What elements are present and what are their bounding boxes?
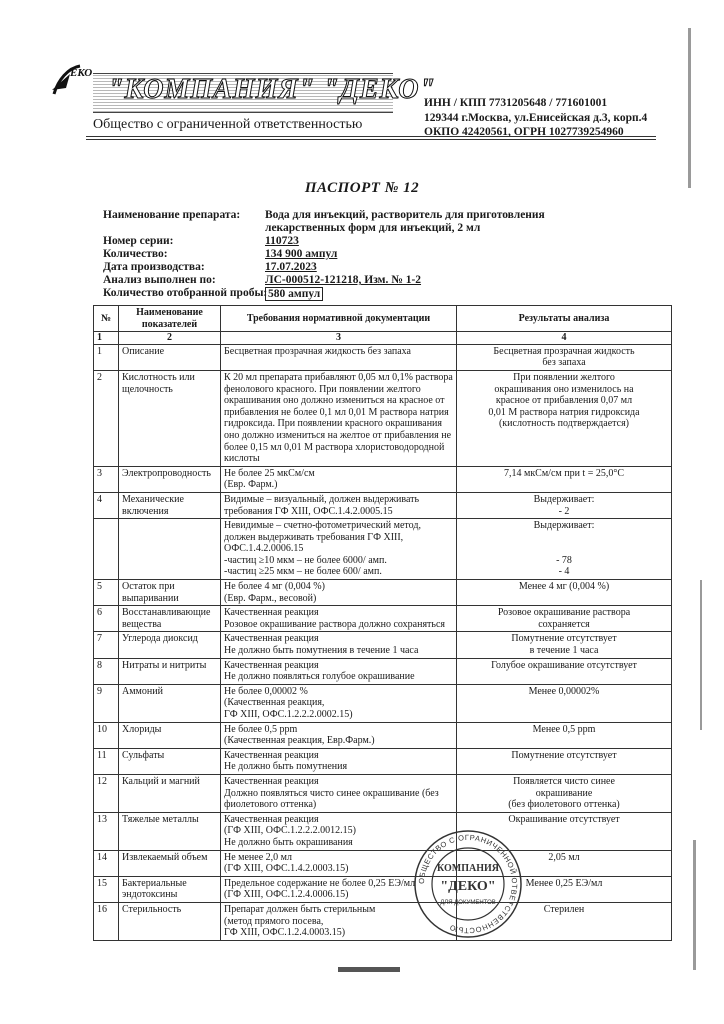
cell-requirement-text [221,344,457,370]
field-value-quantity: 134 900 ампул [265,248,338,260]
col-number: 3 [221,332,457,345]
cell-row-number [94,850,119,876]
col-header-requirements: Требования нормативной документации [221,306,457,332]
cell-requirement-text [221,580,457,606]
cell-row-number [94,812,119,850]
analysis-table [93,305,672,941]
cell-result-text [457,722,672,748]
table-row [94,774,672,812]
stamp-ring-text: ОБЩЕСТВО С ОГРАНИЧЕННОЙ ОТВЕТСТВЕННОСТЬЮ [416,832,520,936]
requirement-text: Не более 25 мкСм/см (Евр. Фарм.) [224,467,315,491]
result-text: Помутнение отсутствует в течение 1 часа [511,633,617,657]
table-row [94,658,672,684]
cell-requirement-text [221,519,457,580]
cell-row-number [94,580,119,606]
col-number: 1 [94,332,119,345]
cell-indicator-name [119,812,221,850]
requisites-address: 129344 г.Москва, ул.Енисейская д.3, корп.4 [424,112,648,124]
requirement-text: Невидимые – счетно-фотометрический метод, должен выдерживать требования ГФ XIII, ОФС.1.4.2.0006.15 -частиц ≥10 мкм – не более 6000/ амп. -частиц ≥25 мкм – не более 600/ амп. [224,520,421,578]
requirement-text: Препарат должен быть стерильным (метод прямого посева, ГФ XIII, ОФС.1.2.4.0003.15) [224,903,376,939]
result-text: Розовое окрашивание раствора сохраняется [497,607,631,630]
table-row [94,902,672,940]
row-number: 6 [97,607,102,619]
requirement-text: Бесцветная прозрачная жидкость без запаха [224,345,411,357]
requirement-text: Качественная реакция (ГФ XIII, ОФС.1.2.2.2.0012.15) Не должно быть окрашивания [224,813,356,848]
requirement-text: Не менее 2,0 мл (ГФ XIII, ОФС.1.4.2.0003.15) [224,851,349,875]
field-label-quantity: Количество: [103,248,168,260]
row-number: 5 [97,581,102,593]
table-row [94,519,672,580]
indicator-name: Углерода диоксид [122,633,198,645]
cell-result-text [457,492,672,518]
indicator-name: Электропроводность [122,467,211,479]
table-row [94,876,672,902]
col-header-number: № [94,306,119,332]
requirement-text: К 20 мл препарата прибавляют 0,05 мл 0,1% раствора фенолового красного. При появлении желтого окрашивания оно должно измениться на красное от прибавления не более 0,1 мл 0,01 М раствора натрия гидроксида. При появлении красного окрашивания оно должно измениться на желтое от прибавления не более 0,15 мл 0,01 М раствора хлористоводородной кислоты [224,371,456,465]
row-number: 8 [97,659,102,671]
cell-row-number [94,632,119,658]
col-header-name: Наименование показателей [119,306,221,332]
cell-result-text [457,774,672,812]
indicator-name: Описание [122,345,165,357]
result-text: Стерилен [543,903,585,915]
field-value-product: Вода для инъекций, растворитель для приготовления лекарственных форм для инъекций, 2 мл [265,209,545,234]
row-number: 1 [97,345,102,357]
indicator-name: Механические включения [122,493,184,517]
result-text: Менее 4 мг (0,004 %) [518,581,610,593]
cell-requirement-text [221,370,457,466]
cell-requirement-text [221,684,457,722]
col-number: 2 [119,332,221,345]
row-number: 13 [97,813,107,825]
cell-row-number [94,748,119,774]
cell-row-number [94,902,119,940]
table-row [94,632,672,658]
cell-row-number [94,876,119,902]
cell-result-text [457,344,672,370]
indicator-name: Аммоний [122,685,163,697]
company-stamp [412,828,524,940]
stamp-center-main: "ДЕКО" [440,879,496,894]
row-number: 14 [97,851,107,863]
scan-edge-line [700,580,702,730]
cell-row-number [94,344,119,370]
table-column-numbers-row [94,332,672,345]
cell-row-number [94,466,119,492]
stamp-center-bottom: ДЛЯ ДОКУМЕНТОВ [440,900,496,906]
table-row [94,606,672,632]
row-number: 4 [97,493,102,505]
scan-mark [338,967,400,972]
requirement-text: Качественная реакция Не должно появляться голубое окрашивание [224,659,415,683]
indicator-name: Кальций и магний [122,775,200,787]
row-number: 12 [97,775,107,787]
indicator-name: Кислотность или щелочность [122,371,195,395]
cell-row-number [94,519,119,580]
cell-row-number [94,492,119,518]
indicator-name: Остаток при выпаривании [122,581,179,604]
requirement-text: Качественная реакция Розовое окрашивание раствора должно сохраняться [224,607,446,630]
row-number: 7 [97,633,102,645]
cell-indicator-name [119,902,221,940]
indicator-name: Стерильность [122,903,182,915]
table-row [94,466,672,492]
table-row [94,850,672,876]
cell-requirement-text [221,748,457,774]
result-text: Менее 0,25 ЕЭ/мл [525,877,603,889]
cell-indicator-name [119,684,221,722]
indicator-name: Восстанавливающие вещества [122,607,211,630]
table-row [94,722,672,748]
field-label-product: Наименование препарата: [103,209,241,221]
field-label-date: Дата производства: [103,261,205,273]
cell-result-text [457,466,672,492]
field-label-sample: Количество отобранной пробы: [103,287,268,299]
cell-indicator-name [119,774,221,812]
scan-edge-line [693,840,696,970]
requirement-text: Качественная реакция Не должно быть помутнения в течение 1 часа [224,633,419,657]
cell-row-number [94,606,119,632]
cell-result-text [457,748,672,774]
result-text: Менее 0,5 ppm [532,723,596,735]
field-label-batch: Номер серии: [103,235,174,247]
result-text: При появлении желтого окрашивания оно изменилось на красное от прибавления 0,07 мл 0,01 М раствора натрия гидроксида (кислотность подтверждается) [488,371,640,430]
cell-result-text [457,519,672,580]
stamp-center-top: КОМПАНИЯ [437,863,499,874]
table-row [94,748,672,774]
cell-result-text [457,658,672,684]
indicator-name: Бактериальные эндотоксины [122,877,187,901]
header-divider [86,139,656,140]
result-text: Выдерживает: - 2 [533,493,595,517]
table-row [94,684,672,722]
table-row [94,370,672,466]
company-type: Общество с ограниченной ответственностью [93,117,363,132]
cell-indicator-name [119,748,221,774]
result-text: Появляется чисто синее окрашивание (без фиолетового оттенка) [508,775,620,811]
requisites-inn: ИНН / КПП 7731205648 / 771601001 [424,97,608,109]
cell-indicator-name [119,519,221,580]
requisites-okpo: ОКПО 42420561, ОГРН 1027739254960 [424,126,624,138]
result-text: Менее 0,00002% [528,685,600,697]
logo-mark-text: ЕКО [70,67,92,79]
result-text: Помутнение отсутствует [511,749,617,761]
cell-requirement-text [221,722,457,748]
row-number: 10 [97,723,107,735]
company-logo-icon [50,60,92,98]
cell-indicator-name [119,492,221,518]
table-header-row [94,306,672,332]
cell-indicator-name [119,722,221,748]
cell-row-number [94,774,119,812]
col-number: 4 [457,332,672,345]
requirement-text: Не более 0,00002 % (Качественная реакция, ГФ XIII, ОФС.1.2.2.2.0002.15) [224,685,353,720]
table-row [94,492,672,518]
table-row [94,812,672,850]
cell-row-number [94,684,119,722]
row-number: 3 [97,467,102,479]
cell-indicator-name [119,344,221,370]
cell-result-text [457,580,672,606]
result-text: Бесцветная прозрачная жидкость без запаха [493,345,635,369]
indicator-name: Извлекаемый объем [122,851,208,863]
requirement-text: Не более 4 мг (0,004 %) (Евр. Фарм., весовой) [224,581,325,604]
cell-row-number [94,370,119,466]
cell-result-text [457,606,672,632]
cell-requirement-text [221,466,457,492]
requirement-text: Предельное содержание не более 0,25 ЕЭ/мл (ГФ XIII, ОФС.1.2.4.0006.15) [224,877,416,901]
indicator-name: Тяжелые металлы [122,813,199,825]
row-number: 11 [97,749,107,761]
field-value-batch: 110723 [265,235,299,247]
col-header-results: Результаты анализа [457,306,672,332]
result-text: Голубое окрашивание отсутствует [491,659,637,671]
header-divider [86,136,656,137]
row-number: 16 [97,903,107,915]
cell-requirement-text [221,606,457,632]
indicator-name: Хлориды [122,723,162,735]
requirement-text: Качественная реакция Должно появляться чисто синее окрашивание (без фиолетового оттенка) [224,775,439,811]
cell-result-text [457,632,672,658]
requirement-text: Качественная реакция Не должно быть помутнения [224,749,348,773]
indicator-name: Сульфаты [122,749,165,761]
company-name: "КОМПАНИЯ" "ДЕКО" [108,74,436,105]
cell-indicator-name [119,370,221,466]
field-value-sample: 580 ампул [265,287,323,301]
cell-indicator-name [119,876,221,902]
cell-row-number [94,722,119,748]
cell-result-text [457,370,672,466]
cell-indicator-name [119,658,221,684]
cell-requirement-text [221,774,457,812]
indicator-name: Нитраты и нитриты [122,659,207,671]
scan-edge-line [688,28,691,188]
row-number: 2 [97,371,102,383]
cell-requirement-text [221,658,457,684]
cell-indicator-name [119,606,221,632]
cell-indicator-name [119,632,221,658]
field-label-method: Анализ выполнен по: [103,274,216,286]
row-number: 9 [97,685,102,697]
cell-indicator-name [119,580,221,606]
field-value-date: 17.07.2023 [265,261,317,273]
table-row [94,344,672,370]
cell-requirement-text [221,632,457,658]
cell-indicator-name [119,466,221,492]
page-title: ПАСПОРТ № 12 [304,180,420,196]
cell-result-text [457,684,672,722]
cell-row-number [94,658,119,684]
cell-requirement-text [221,492,457,518]
result-text: Окрашивание отсутствует [508,813,620,825]
table-row [94,580,672,606]
requirement-text: Не более 0,5 ppm (Качественная реакция, Евр.Фарм.) [224,723,375,747]
result-text: 7,14 мкСм/см при t = 25,0°С [503,467,625,479]
cell-indicator-name [119,850,221,876]
result-text: Выдерживает: - 78 - 4 [533,520,595,578]
row-number: 15 [97,877,107,889]
requirement-text: Видимые – визуальный, должен выдерживать требования ГФ XIII, ОФС.1.4.2.0005.15 [224,493,422,517]
result-text: 2,05 мл [548,851,580,863]
field-value-method: ЛС-000512-121218, Изм. № 1-2 [265,274,422,286]
